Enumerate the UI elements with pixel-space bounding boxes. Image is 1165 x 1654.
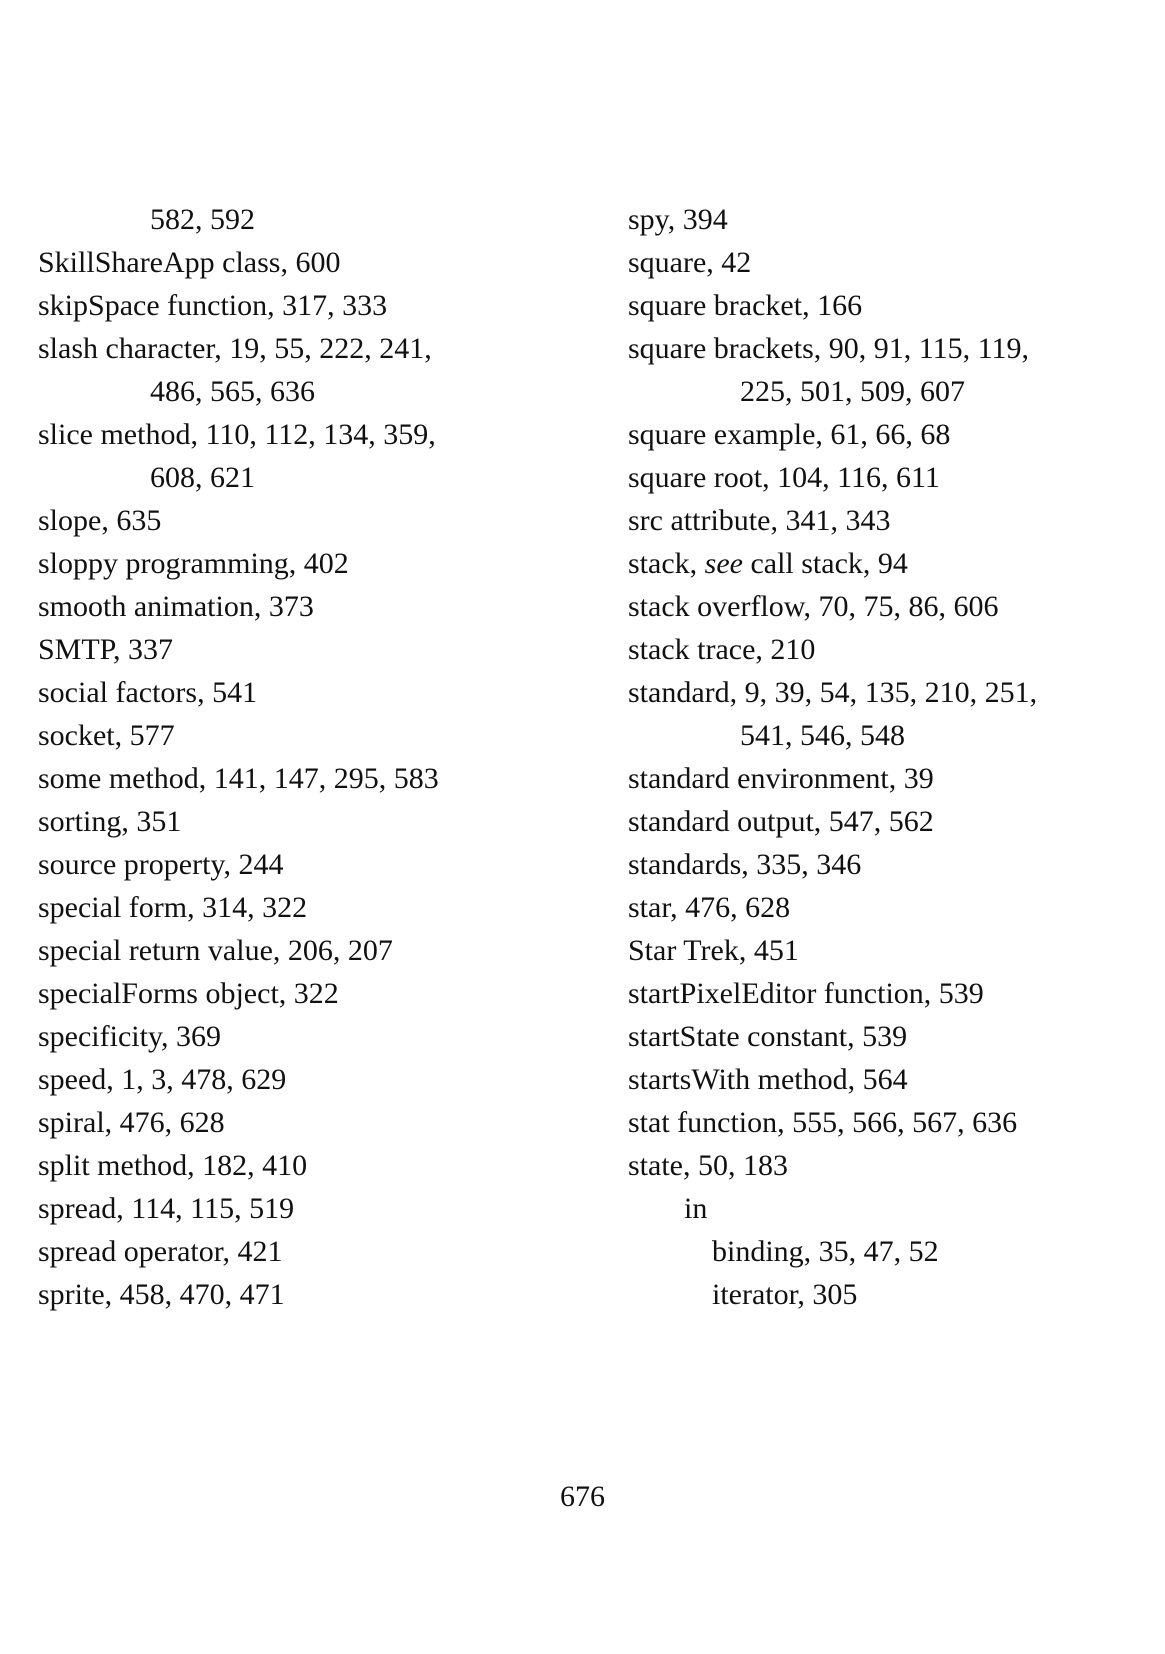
index-entry: some method, 141, 147, 295, 583 [38, 762, 439, 795]
index-entry-star: star, 476, 628 [628, 891, 791, 924]
index-entry-square-root: square root, 104, 116, 611 [628, 461, 940, 494]
index-entry-continuation: 608, 621 [150, 461, 255, 494]
index-entry: special return value, 206, 207 [38, 934, 393, 967]
index-entry: smooth animation, 373 [38, 590, 314, 623]
index-entry-standard-output: standard output, 547, 562 [628, 805, 934, 838]
index-entry: spiral, 476, 628 [38, 1106, 225, 1139]
index-entry: sloppy programming, 402 [38, 547, 349, 580]
index-column-right [628, 198, 1148, 1316]
index-entry: SkillShareApp class, 600 [38, 246, 341, 279]
index-entry-state: state, 50, 183 [628, 1149, 788, 1182]
index-entry-square-bracket: square bracket, 166 [628, 289, 863, 322]
index-entry: sorting, 351 [38, 805, 182, 838]
index-entry-standards: standards, 335, 346 [628, 848, 862, 881]
index-entry: SMTP, 337 [38, 633, 174, 666]
index-entry-continuation: 486, 565, 636 [150, 375, 315, 408]
index-column-left [38, 198, 558, 1316]
index-entry: specialForms object, 322 [38, 977, 339, 1010]
index-entry-stack [628, 542, 1148, 585]
index-entry-continuation: 225, 501, 509, 607 [740, 375, 965, 408]
index-entry-square-example: square example, 61, 66, 68 [628, 418, 951, 451]
see-reference: see [704, 547, 743, 580]
index-entry-continuation: 582, 592 [150, 203, 255, 236]
entry-text: stack, [628, 547, 705, 580]
index-entry: source property, 244 [38, 848, 284, 881]
index-entry: specificity, 369 [38, 1020, 222, 1053]
page-number: 676 [560, 1480, 605, 1513]
index-entry: split method, 182, 410 [38, 1149, 308, 1182]
index-entry: spread, 114, 115, 519 [38, 1192, 295, 1225]
index-entry-src-attribute: src attribute, 341, 343 [628, 504, 891, 537]
entry-text: call stack, 94 [742, 547, 908, 580]
index-entry-startstate: startState constant, 539 [628, 1020, 908, 1053]
index-entry: speed, 1, 3, 478, 629 [38, 1063, 287, 1096]
index-entry: special form, 314, 322 [38, 891, 308, 924]
index-entry: spread operator, 421 [38, 1235, 283, 1268]
index-entry-stack-trace: stack trace, 210 [628, 633, 816, 666]
index-entry: slash character, 19, 55, 222, 241, [38, 332, 432, 365]
index-entry: slice method, 110, 112, 134, 359, [38, 418, 436, 451]
index-entry-square: square, 42 [628, 246, 752, 279]
index-entry-star-trek: Star Trek, 451 [628, 934, 799, 967]
index-entry: skipSpace function, 317, 333 [38, 289, 388, 322]
index-entry: social factors, 541 [38, 676, 258, 709]
index-entry-square-brackets: square brackets, 90, 91, 115, 119, [628, 332, 1030, 365]
index-entry-standard: standard, 9, 39, 54, 135, 210, 251, [628, 676, 1038, 709]
index-entry-stack-overflow: stack overflow, 70, 75, 86, 606 [628, 590, 999, 623]
index-entry-spy: spy, 394 [628, 203, 728, 236]
index-entry-standard-environment: standard environment, 39 [628, 762, 934, 795]
index-entry-stat-function: stat function, 555, 566, 567, 636 [628, 1106, 1018, 1139]
index-subentry-in: in [684, 1192, 708, 1225]
index-entry: slope, 635 [38, 504, 162, 537]
index-entry-startpixeleditor: startPixelEditor function, 539 [628, 977, 984, 1010]
index-entry-startswith: startsWith method, 564 [628, 1063, 908, 1096]
index-subentry-iterator: iterator, 305 [712, 1278, 858, 1311]
index-subentry-binding: binding, 35, 47, 52 [712, 1235, 939, 1268]
index-entry-continuation: 541, 546, 548 [740, 719, 905, 752]
index-entry: socket, 577 [38, 719, 175, 752]
index-entry: sprite, 458, 470, 471 [38, 1278, 285, 1311]
